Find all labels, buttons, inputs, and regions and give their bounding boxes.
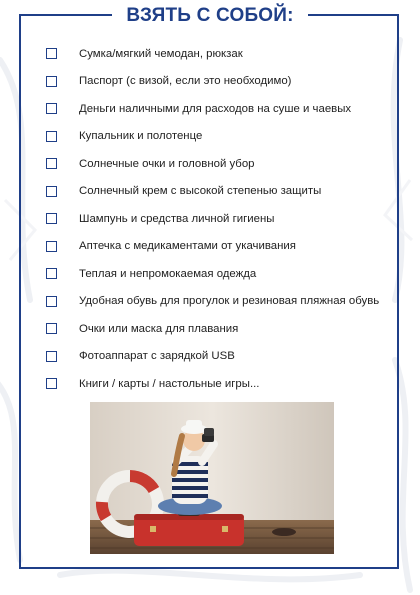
check-item[interactable] xyxy=(46,178,396,206)
shoe xyxy=(272,528,296,536)
check-item[interactable] xyxy=(46,68,396,96)
check-label: Шампунь и средства личной гигиены xyxy=(79,212,275,225)
check-item[interactable] xyxy=(46,233,396,261)
checkbox[interactable] xyxy=(46,378,57,389)
check-label: Солнечный крем с высокой степенью защиты xyxy=(79,185,322,198)
check-label: Паспорт (с визой, если это необходимо) xyxy=(79,75,292,88)
checkbox[interactable] xyxy=(46,186,57,197)
checkbox[interactable] xyxy=(46,241,57,252)
checkbox[interactable] xyxy=(46,131,57,142)
checkbox[interactable] xyxy=(46,158,57,169)
checkbox[interactable] xyxy=(46,296,57,307)
check-label: Книги / карты / настольные игры... xyxy=(79,377,260,390)
check-item[interactable] xyxy=(46,40,396,68)
check-label: Солнечные очки и головной убор xyxy=(79,157,255,170)
check-item[interactable] xyxy=(46,123,396,151)
title-wrap xyxy=(0,5,420,27)
page-title: ВЗЯТЬ С СОБОЙ: xyxy=(112,5,307,27)
checkbox[interactable] xyxy=(46,213,57,224)
checkbox[interactable] xyxy=(46,268,57,279)
checkbox[interactable] xyxy=(46,351,57,362)
check-label: Деньги наличными для расходов на суше и чаевых xyxy=(79,102,352,115)
checklist xyxy=(46,40,396,398)
check-item[interactable] xyxy=(46,288,396,316)
checkbox[interactable] xyxy=(46,323,57,334)
check-item[interactable] xyxy=(46,315,396,343)
check-label: Купальник и полотенце xyxy=(79,130,203,143)
check-item[interactable] xyxy=(46,370,396,398)
check-item[interactable] xyxy=(46,150,396,178)
check-item[interactable] xyxy=(46,343,396,371)
check-label: Теплая и непромокаемая одежда xyxy=(79,267,257,280)
check-item[interactable] xyxy=(46,95,396,123)
checkbox[interactable] xyxy=(46,103,57,114)
check-label: Сумка/мягкий чемодан, рюкзак xyxy=(79,47,243,60)
check-label: Удобная обувь для прогулок и резиновая пляжная обувь xyxy=(79,295,380,308)
checkbox[interactable] xyxy=(46,76,57,87)
check-item[interactable] xyxy=(46,205,396,233)
travel-photo xyxy=(90,402,334,554)
check-label: Очки или маска для плавания xyxy=(79,322,239,335)
check-item[interactable] xyxy=(46,260,396,288)
check-label: Аптечка с медикаментами от укачивания xyxy=(79,240,296,253)
checkbox[interactable] xyxy=(46,48,57,59)
check-label: Фотоаппарат с зарядкой USB xyxy=(79,350,235,363)
